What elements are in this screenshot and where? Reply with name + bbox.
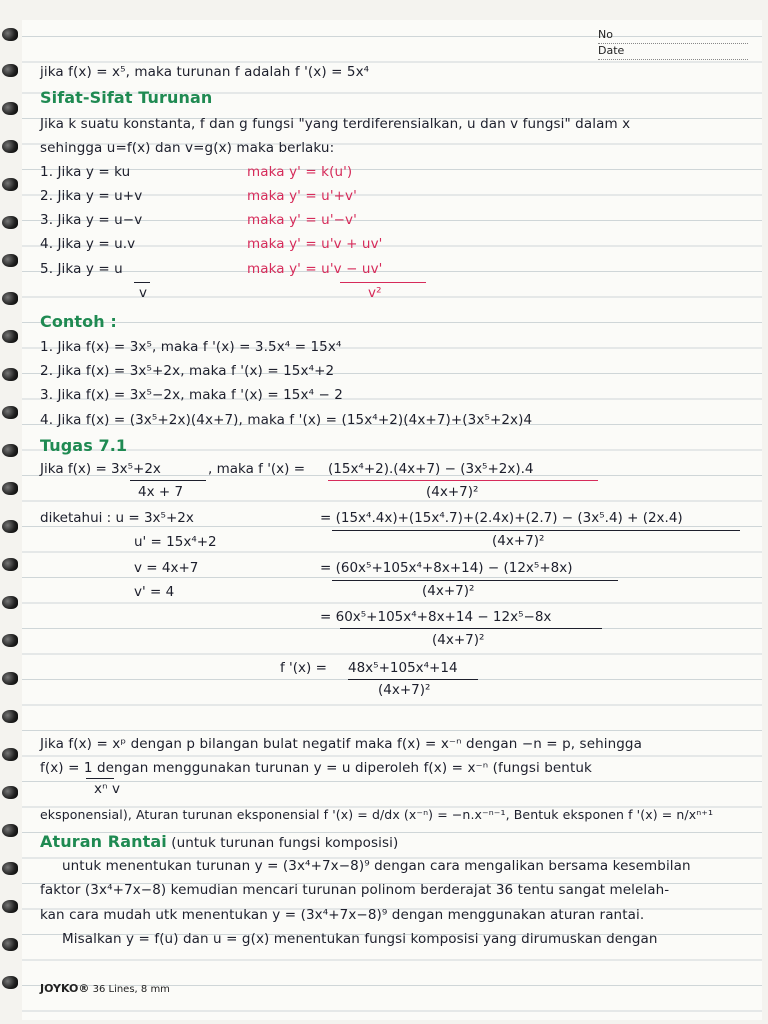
section-title-rantai: Aturan Rantai xyxy=(40,832,167,851)
tugas-function-bar xyxy=(130,480,206,481)
tugas-result-2-denominator: (4x+7)² xyxy=(492,533,545,549)
tugas-result-2-numerator: = (15x⁴.4x)+(15x⁴.7)+(2.4x)+(2.7) − (3x⁵.4) + (2x.4) xyxy=(320,510,683,526)
notebook-description: 36 Lines, 8 mm xyxy=(92,984,170,995)
page-header xyxy=(598,28,748,60)
tugas-result-5-denominator: (4x+7)² xyxy=(378,682,431,698)
negative-power-line-1: Jika f(x) = xᵖ dengan p bilangan bulat negatif maka f(x) = x⁻ⁿ dengan −n = p, sehingga xyxy=(40,736,642,752)
tugas-result-4-bar xyxy=(340,628,602,629)
section-title-contoh: Contoh : xyxy=(40,312,117,331)
rule-2-right: maka y' = u'+v' xyxy=(247,188,357,204)
tugas-result-5-left: f '(x) = xyxy=(280,660,327,676)
notebook-page xyxy=(22,20,762,1020)
tugas-result-4-denominator: (4x+7)² xyxy=(432,632,485,648)
tugas-u-prime: u' = 15x⁴+2 xyxy=(134,534,217,550)
rule-5-left: 5. Jika y = u xyxy=(40,261,123,277)
example-1: 1. Jika f(x) = 3x⁵, maka f '(x) = 3.5x⁴ = 15x⁴ xyxy=(40,339,342,355)
rule-5-fraction-bar xyxy=(134,282,150,283)
example-4: 4. Jika f(x) = (3x⁵+2x)(4x+7), maka f '(x) = (15x⁴+2)(4x+7)+(3x⁵+2x)4 xyxy=(40,412,533,428)
notebook-footer xyxy=(40,982,170,995)
spiral-binding xyxy=(0,0,22,1024)
rule-5-right: maka y' = u'v − uv' xyxy=(247,261,383,277)
tugas-maka: , maka f '(x) = xyxy=(208,461,306,477)
rule-4-right: maka y' = u'v + uv' xyxy=(247,236,383,252)
tugas-result-5-bar xyxy=(348,679,478,680)
rule-5-result-denominator: v² xyxy=(368,285,382,301)
rule-5-denominator: v xyxy=(139,285,148,301)
tugas-result-4-numerator: = 60x⁵+105x⁴+8x+14 − 12x⁵−8x xyxy=(320,609,552,625)
tugas-result-1-numerator: (15x⁴+2).(4x+7) − (3x⁵+2x).4 xyxy=(328,461,534,477)
section-title-tugas: Tugas 7.1 xyxy=(40,436,128,455)
tugas-result-5-numerator: 48x⁵+105x⁴+14 xyxy=(348,660,458,676)
tugas-diketahui: diketahui : u = 3x⁵+2x xyxy=(40,510,194,526)
example-3: 3. Jika f(x) = 3x⁵−2x, maka f '(x) = 15x⁴ − 2 xyxy=(40,387,343,403)
tugas-result-1-denominator: (4x+7)² xyxy=(426,484,479,500)
rule-4-left: 4. Jika y = u.v xyxy=(40,236,136,252)
tugas-result-1-bar xyxy=(328,480,598,481)
tugas-result-2-bar xyxy=(332,530,740,531)
negative-power-line-2: f(x) = 1 dengan menggunakan turunan y = u diperoleh f(x) = x⁻ⁿ (fungsi bentuk xyxy=(40,760,592,776)
chain-rule-line-3: kan cara mudah utk menentukan y = (3x⁴+7x−8)⁹ dengan menggunakan aturan rantai. xyxy=(40,907,645,923)
exponential-rule-line: eksponensial), Aturan turunan eksponensial f '(x) = d/dx (x⁻ⁿ) = −n.x⁻ⁿ⁻¹, Bentuk eksponen f '(x) = n/xⁿ⁺¹ xyxy=(40,807,714,822)
tugas-v-prime: v' = 4 xyxy=(134,584,175,600)
header-date: Date xyxy=(598,44,748,60)
definition-line-2: sehingga u=f(x) dan v=g(x) maka berlaku: xyxy=(40,140,335,156)
chain-rule-line-2: faktor (3x⁴+7x−8) kemudian mencari turunan polinom berderajat 36 tentu sangat melelah- xyxy=(40,882,670,898)
rule-1-right: maka y' = k(u') xyxy=(247,164,353,180)
chain-rule-line-4: Misalkan y = f(u) dan u = g(x) menentukan fungsi komposisi yang dirumuskan dengan xyxy=(62,931,658,947)
tugas-result-3-bar xyxy=(332,580,618,581)
tugas-result-3-numerator: = (60x⁵+105x⁴+8x+14) − (12x⁵+8x) xyxy=(320,560,573,576)
rule-3-left: 3. Jika y = u−v xyxy=(40,212,143,228)
tugas-v: v = 4x+7 xyxy=(134,560,199,576)
tugas-result-3-denominator: (4x+7)² xyxy=(422,583,475,599)
example-2: 2. Jika f(x) = 3x⁵+2x, maka f '(x) = 15x⁴+2 xyxy=(40,363,335,379)
rule-2-left: 2. Jika y = u+v xyxy=(40,188,143,204)
intro-line: jika f(x) = x⁵, maka turunan f adalah f '(x) = 5x⁴ xyxy=(40,64,370,80)
negative-power-line-3: xⁿ v xyxy=(94,781,121,797)
chain-rule-subtitle: (untuk turunan fungsi komposisi) xyxy=(171,835,399,851)
tugas-function-denominator: 4x + 7 xyxy=(138,484,184,500)
chain-rule-heading xyxy=(40,832,398,851)
definition-line-1: Jika k suatu konstanta, f dan g fungsi "yang terdiferensialkan, u dan v fungsi" dalam x xyxy=(40,116,631,132)
chain-rule-line-1: untuk menentukan turunan y = (3x⁴+7x−8)⁹ dengan cara mengalikan bersama kesembilan xyxy=(62,858,691,874)
section-title-sifat: Sifat-Sifat Turunan xyxy=(40,88,213,107)
rule-3-right: maka y' = u'−v' xyxy=(247,212,357,228)
rule-1-left: 1. Jika y = ku xyxy=(40,164,131,180)
rule-5-result-bar xyxy=(340,282,426,283)
tugas-function-numerator: Jika f(x) = 3x⁵+2x xyxy=(40,461,161,477)
brand-logo: JOYKO® xyxy=(40,982,90,995)
negative-power-fraction-bar xyxy=(86,778,114,779)
header-no: No xyxy=(598,28,748,44)
